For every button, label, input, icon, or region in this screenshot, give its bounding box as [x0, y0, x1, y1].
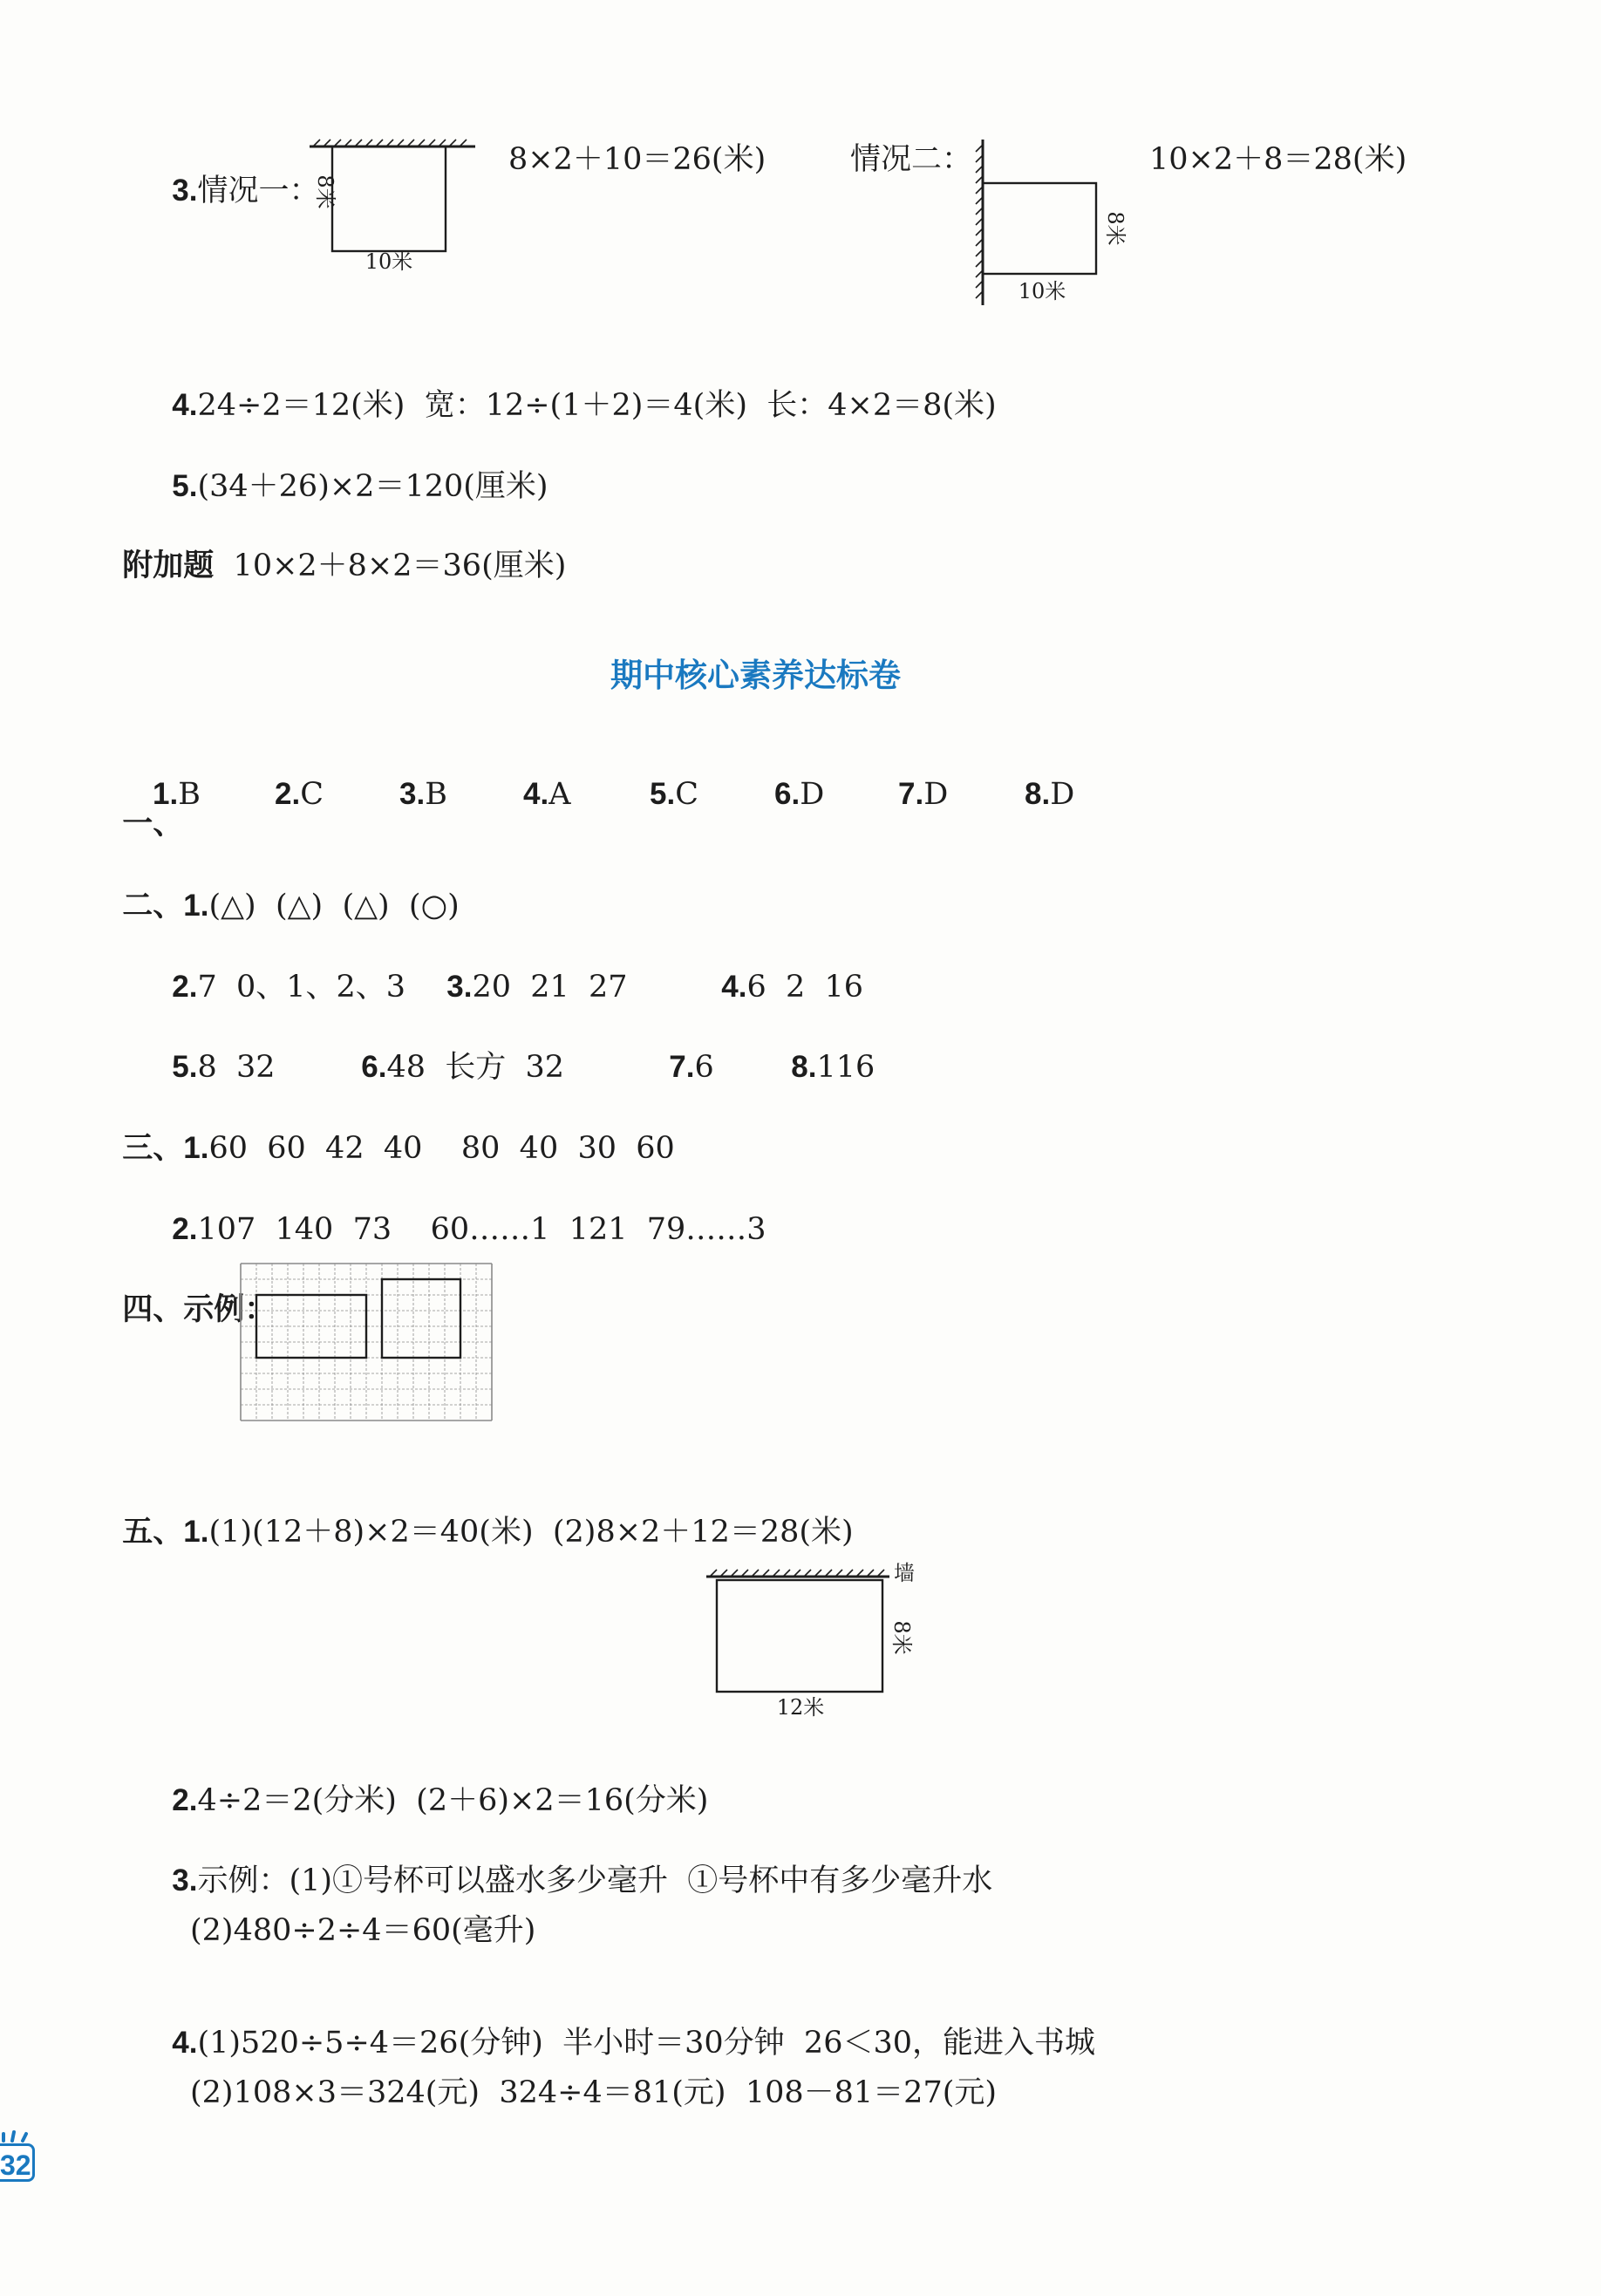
q3-case2-side-label: 8米	[1103, 211, 1128, 246]
q4-line	[153, 359, 997, 421]
q3-number: 3.	[172, 174, 198, 208]
s2-q8-line	[772, 1021, 875, 1083]
q3-case2-label: 情况二：	[850, 142, 973, 177]
s2-q2-answer: 7 0、1、2、3	[197, 970, 406, 1005]
s3-q1-answer: 60 60 42 40 80 40 30 60	[208, 1131, 675, 1166]
s2-q8-number: 8.	[791, 1050, 817, 1084]
s5-q2-answer: 4÷2＝2(分米) (2＋6)×2＝16(分米)	[197, 1783, 709, 1818]
s2-q3-line	[427, 941, 628, 1003]
s1-item-number: 8.	[1025, 777, 1051, 811]
s5-wall-label: 墙	[894, 1561, 915, 1585]
s5-q4-line	[153, 1997, 1095, 2059]
s2-q8-answer: 116	[816, 1050, 875, 1085]
page-number-badge	[0, 2143, 35, 2182]
s2-q4-answer: 6 2 16	[746, 970, 864, 1005]
s2-label: 二、	[122, 889, 184, 923]
q3-case2-bottom-label: 10米	[1018, 279, 1066, 303]
s1-item-number: 3.	[399, 777, 426, 811]
q3-case1-side-label: 8米	[313, 174, 337, 209]
q3-case2-formula: 10×2＋8＝28(米)	[1149, 142, 1407, 177]
s5-q3-answer: 示例：(1)①号杯可以盛水多少毫升 ①号杯中有多少毫升水	[197, 1863, 993, 1898]
extra-line	[103, 521, 566, 582]
q5-answer: (34＋26)×2＝120(厘米)	[197, 469, 548, 504]
section-title: 期中核心素养达标卷	[610, 657, 901, 694]
s5-bottom-label: 12米	[776, 1695, 825, 1720]
s1-item	[523, 779, 570, 810]
sun-icon	[0, 2130, 31, 2143]
s3-q2-line	[153, 1183, 766, 1245]
s1-item-number: 6.	[774, 777, 800, 811]
s1-item	[898, 779, 948, 810]
s1-item-answer: B	[178, 777, 201, 812]
s1-label: 一、	[122, 807, 184, 841]
s3-label: 三、	[122, 1131, 184, 1166]
s2-q1-line	[103, 860, 460, 922]
s5-q3-answer-2: (2)480÷2÷4＝60(毫升)	[190, 1913, 536, 1948]
s4-grid-figure	[239, 1262, 501, 1434]
page-number: 32	[0, 2150, 31, 2181]
q3-line	[153, 145, 319, 207]
grid-rectangle-right	[382, 1279, 460, 1358]
s1-item-number: 1.	[153, 777, 179, 811]
s1-item-number: 4.	[523, 777, 549, 811]
s2-q5-line	[153, 1021, 276, 1083]
s5-q1-number: 1.	[183, 1515, 209, 1549]
s1-item	[153, 779, 201, 810]
s5-q4-number: 4.	[172, 2026, 198, 2060]
s1-item-number: 7.	[898, 777, 924, 811]
extra-label: 附加题	[122, 548, 215, 583]
s2-q7-answer: 6	[694, 1050, 714, 1085]
s2-q1-answer: (△) (△) (△) (○)	[208, 889, 460, 923]
q4-answer: 24÷2＝12(米) 宽：12÷(1＋2)＝4(米) 长：4×2＝8(米)	[197, 388, 997, 423]
extra-answer: 10×2＋8×2＝36(厘米)	[233, 548, 567, 583]
q3-case1-diagram	[310, 140, 484, 279]
q5-number: 5.	[172, 469, 198, 503]
s2-q6-line	[342, 1021, 564, 1083]
s1-item-number: 2.	[275, 777, 301, 811]
q3-case1-formula: 8×2＋10＝26(米)	[508, 142, 766, 177]
s1-item	[774, 779, 824, 810]
s5-q1-line	[103, 1486, 854, 1548]
s1-item-answer: D	[1050, 777, 1075, 812]
s3-q2-number: 2.	[172, 1212, 198, 1246]
q5-line	[153, 440, 548, 502]
s1-item	[650, 779, 698, 810]
s2-q4-number: 4.	[721, 970, 747, 1004]
s1-item-number: 5.	[650, 777, 676, 811]
s2-q5-answer: 8 32	[197, 1050, 276, 1085]
s2-q2-number: 2.	[172, 970, 198, 1004]
s2-q7-line	[650, 1021, 714, 1083]
s2-q7-number: 7.	[669, 1050, 695, 1084]
s1-item-answer: D	[800, 777, 825, 812]
q3-case1-bottom-label: 10米	[364, 249, 413, 274]
s1-item-answer: C	[300, 777, 324, 812]
s5-q2-number: 2.	[172, 1783, 198, 1817]
s5-q4-answer: (1)520÷5÷4＝26(分钟) 半小时＝30分钟 26＜30，能进入书城	[197, 2026, 1095, 2061]
s2-q3-number: 3.	[446, 970, 473, 1004]
s5-label: 五、	[122, 1515, 184, 1550]
s1-item	[275, 779, 324, 810]
s2-q2-line	[153, 941, 405, 1003]
s3-q2-answer: 107 140 73 60……1 121 79……3	[197, 1212, 766, 1247]
s2-q4-line	[702, 941, 863, 1003]
s2-q1-number: 1.	[183, 889, 209, 923]
q4-number: 4.	[172, 388, 198, 422]
s1-item-answer: A	[548, 777, 571, 812]
s1-item-answer: D	[923, 777, 949, 812]
s2-q6-number: 6.	[361, 1050, 387, 1084]
s1-item-answer: C	[675, 777, 698, 812]
s3-q1-number: 1.	[183, 1131, 209, 1165]
s2-q5-number: 5.	[172, 1050, 198, 1084]
s5-q4-answer-2: (2)108×3＝324(元) 324÷4＝81(元) 108－81＝27(元)	[190, 2075, 998, 2110]
s5-wall-diagram	[706, 1561, 933, 1718]
s5-side-label: 8米	[889, 1620, 914, 1655]
s4-label: 四、示例：	[122, 1292, 276, 1327]
s2-q3-answer: 20 21 27	[472, 970, 628, 1005]
s5-q3-line	[153, 1835, 992, 1897]
s1-item-answer: B	[425, 777, 447, 812]
q3-case1-label: 情况一：	[197, 174, 320, 208]
q3-case2-diagram	[972, 140, 1147, 314]
s5-q1-answer: (1)(12＋8)×2＝40(米) (2)8×2＋12＝28(米)	[208, 1515, 854, 1550]
s5-q2-line	[153, 1754, 708, 1816]
s5-q3-number: 3.	[172, 1863, 198, 1897]
s2-q6-answer: 48 长方 32	[386, 1050, 565, 1085]
s1-item	[399, 779, 447, 810]
s3-q1-line	[103, 1102, 675, 1164]
s1-item	[1025, 779, 1074, 810]
